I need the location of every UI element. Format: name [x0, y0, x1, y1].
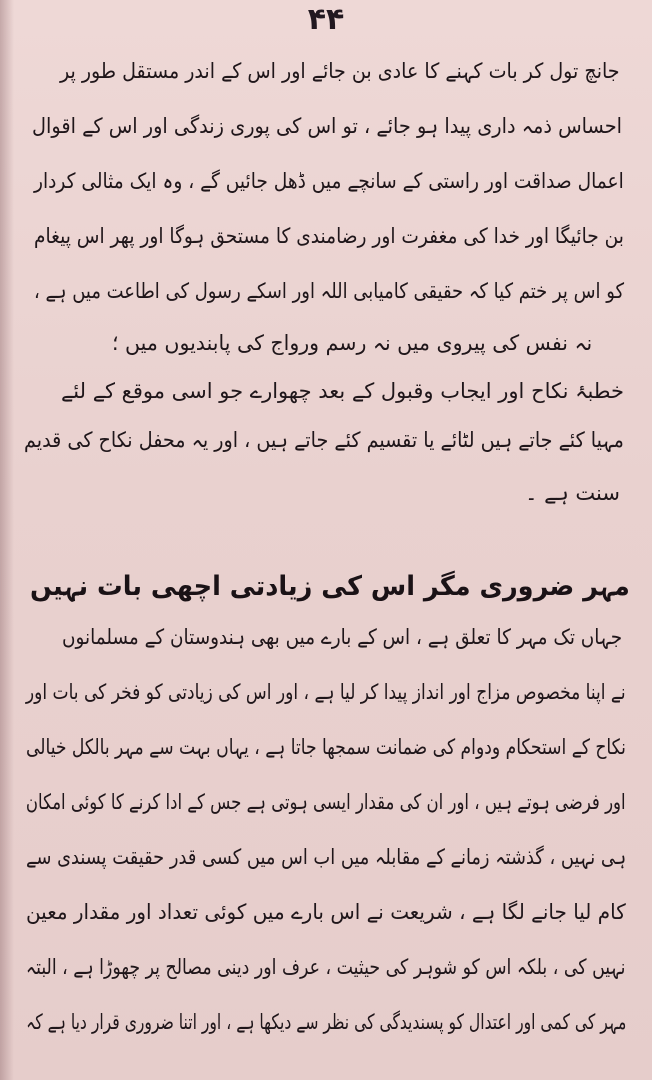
paragraph-line: جانچ تول کر بات کہنے کا عادی بن جائے اور اس کے اندر مستقل طور پر: [60, 59, 620, 83]
paragraph-line: سنت ہے ۔: [525, 481, 620, 505]
paragraph-line: خطبۂ نکاح اور ایجاب وقبول کے بعد چھوارے جو اسی موقع کے لئے: [60, 379, 624, 403]
paragraph-line: نکاح کے استحکام ودوام کی ضمانت سمجھا جاتا ہے ، یہاں بہت سے مہر بالکل خیالی: [26, 735, 626, 759]
paragraph-line: کام لیا جانے لگا ہے ، شریعت نے اس بارے میں کوئی تعداد اور مقدار معین: [26, 900, 626, 924]
paragraph-line: مہر کی کمی اور اعتدال کو پسندیدگی کی نظر سے دیکھا ہے ، اور اتنا ضروری قرار دیا ہے کہ: [25, 1010, 626, 1034]
paragraph-line: نہیں کی ، بلکہ اس کو شوہر کی حیثیت ، عرف اور دینی مصالح پر چھوڑا ہے ، البتہ: [26, 955, 626, 979]
page-binding-shadow: [0, 0, 14, 1080]
paragraph-line: اعمال صداقت اور راستی کے سانچے میں ڈھل جائیں گے ، وہ ایک مثالی کردار: [34, 169, 624, 193]
paragraph-line: ہی نہیں ، گذشتہ زمانے کے مقابلہ میں اب اس میں کسی قدر حقیقت پسندی سے: [25, 845, 626, 869]
paragraph-line: جہاں تک مہر کا تعلق ہے ، اس کے بارے میں بھی ہندوستان کے مسلمانوں: [61, 625, 622, 649]
paragraph-line: نے اپنا مخصوص مزاج اور انداز پیدا کر لیا ہے ، اور اس کی زیادتی کو فخر کی بات اور: [26, 680, 626, 704]
paragraph-line: احساس ذمہ داری پیدا ہو جائے ، تو اس کی پوری زندگی اور اس کے اقوال: [31, 114, 622, 138]
section-heading: مہر ضروری مگر اس کی زیادتی اچھی بات نہیں: [30, 571, 630, 602]
paragraph-line: نہ نفس کی پیروی میں نہ رسم ورواج کی پابندیوں میں ؛: [111, 331, 592, 355]
paragraph-line: اور فرضی ہوتے ہیں ، اور ان کی مقدار ایسی ہوتی ہے جس کے ادا کرنے کا کوئی امکان: [26, 790, 626, 814]
paragraph-line: بن جائیگا اور خدا کی مغفرت اور رضامندی کا مستحق ہوگا اور پھر اس پیغام: [34, 224, 624, 248]
paragraph-line: مہیا کئے جاتے ہیں لٹائے یا تقسیم کئے جاتے ہیں ، اور یہ محفل نکاح کی قدیم: [24, 428, 624, 452]
paragraph-line: کو اس پر ختم کیا کہ حقیقی کامیابی اللہ اور اسکے رسول کی اطاعت میں ہے ،: [33, 279, 624, 303]
page-number: ۴۴: [307, 2, 345, 37]
